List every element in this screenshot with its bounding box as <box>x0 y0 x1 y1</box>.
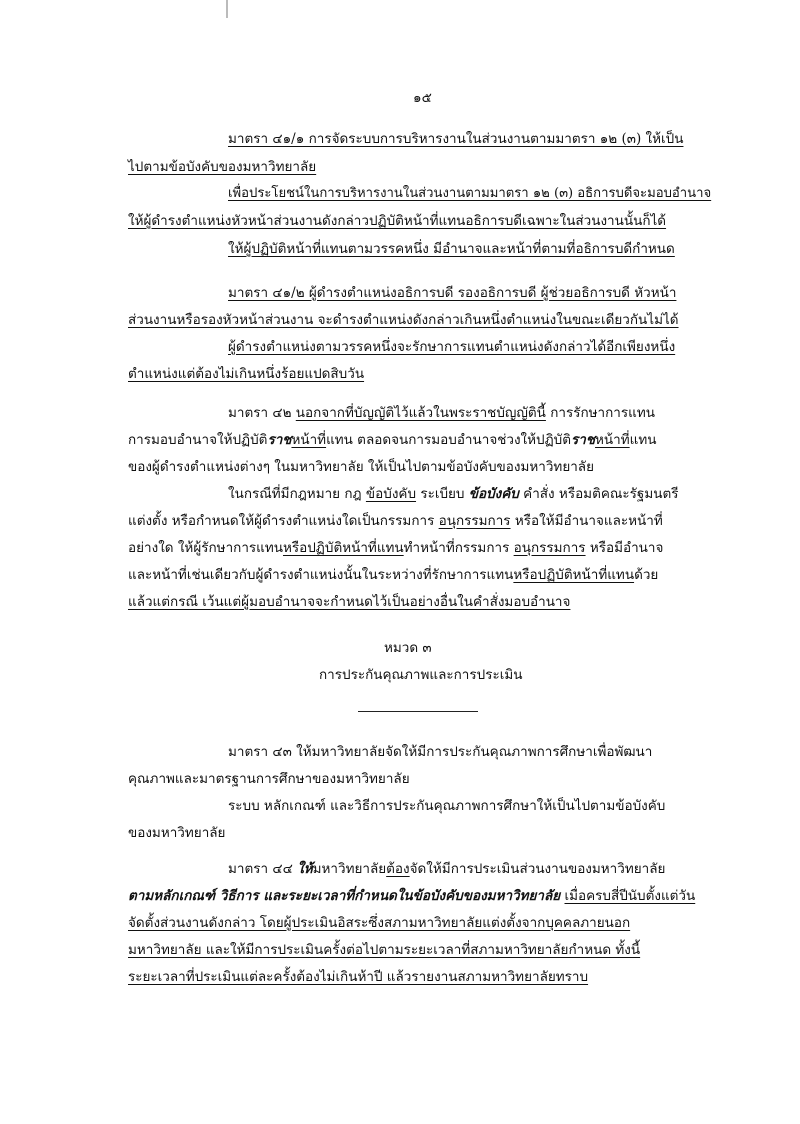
page-number: ๑๕ <box>413 90 432 106</box>
s44-line-2 <box>128 887 695 905</box>
s41-2-line-2: ส่วนงานหรือรองหัวหน้าส่วนงาน จะดำรงตำแหน่งดังกล่าวเกินหนึ่งตำแหน่งในขณะเดียวกันไม่ได้ <box>128 312 679 328</box>
s42-l6-e: หรือมีอำนาจ <box>585 540 664 556</box>
s42-l5-c: หรือให้มีอำนาจและหน้าที่ <box>510 513 663 529</box>
s44-l1-e: จัดให้มีการประเมินส่วนงานของมหาวิทยาลัย <box>409 861 666 877</box>
s42-l4-e: คำสั่ง หรือมติคณะรัฐมนตรี <box>518 486 679 502</box>
s41-2-line-4: ตำแหน่งแต่ต้องไม่เกินหนึ่งร้อยแปดสิบวัน <box>128 366 365 382</box>
s44-l1-c: มหาวิทยาลัย <box>312 861 387 877</box>
s44-line-1 <box>228 860 665 878</box>
s41-1-line-1: มาตรา ๔๑/๑ การจัดระบบการบริหารงานในส่วนงานตามมาตรา ๑๒ (๓) ให้เป็น <box>228 131 684 147</box>
s42-l7-a: และหน้าที่เช่นเดียวกับผู้ดำรงตำแหน่งนั้นในระหว่างที่รักษาการแทน <box>128 567 514 583</box>
s42-line-8: แล้วแต่กรณี เว้นแต่ผู้มอบอำนาจจะกำหนดไว้เป็นอย่างอื่นในคำสั่งมอบอำนาจ <box>128 594 571 610</box>
s42-l1-c: การรักษาการแทน <box>545 405 655 421</box>
s42-l2-d: แทน ตลอดจนการมอบอำนาจช่วงให้ปฏิบัติ <box>326 432 572 448</box>
s42-l7-b: หรือปฏิบัติหน้าที่แทน <box>513 567 635 583</box>
s42-l1-a: มาตรา ๔๒ <box>228 405 296 421</box>
s42-l6-c: ทำหน้าที่กรรมการ <box>403 540 514 556</box>
s44-line-5: ระยะเวลาที่ประเมินแต่ละครั้งต้องไม่เกินห้าปี แล้วรายงานสภามหาวิทยาลัยทราบ <box>128 969 589 985</box>
s41-1-line-3: เพื่อประโยชน์ในการบริหารงานในส่วนงานตามมาตรา ๑๒ (๓) อธิการบดีจะมอบอำนาจ <box>228 186 712 201</box>
s41-1-line-2: ไปตามข้อบังคับของมหาวิทยาลัย <box>128 159 317 175</box>
s42-l2-g: แทน <box>629 432 657 448</box>
s42-l4-c: ระเบียบ <box>416 486 469 502</box>
s44-line-3: จัดตั้งส่วนงานดังกล่าว โดยผู้ประเมินอิสระซึ่งสภามหาวิทยาลัยแต่งตั้งจากบุคคลภายนอก <box>128 915 631 931</box>
s42-line-1 <box>228 404 655 422</box>
s44-l1-a: มาตรา ๔๔ <box>228 861 298 877</box>
s42-l4-a: ในกรณีที่มีกฎหมาย กฎ <box>228 486 366 502</box>
s44-l2-c: เมื่อครบสี่ปีนับตั้งแต่วัน <box>564 888 696 904</box>
s44-l1-b: ให้ <box>297 861 313 877</box>
s43-line-1: มาตรา ๔๓ ให้มหาวิทยาลัยจัดให้มีการประกันคุณภาพการศึกษาเพื่อพัฒนา <box>228 744 653 760</box>
s42-l4-d: ข้อบังคับ <box>468 486 519 502</box>
s42-l2-e: ราช <box>571 432 596 448</box>
s42-line-6 <box>128 539 663 557</box>
s42-l6-b: หรือปฏิบัติหน้าที่แทน <box>282 540 404 556</box>
s42-l2-f: หน้าที่ <box>595 432 630 448</box>
s44-l1-d: ต้อง <box>386 861 410 877</box>
s42-line-3: ของผู้ดำรงตำแหน่งต่างๆ ในมหาวิทยาลัย ให้เป็นไปตามข้อบังคับของมหาวิทยาลัย <box>128 459 594 475</box>
s42-l2-c: หน้าที่ <box>291 432 327 448</box>
s41-1-line-4: ให้ผู้ดำรงตำแหน่งหัวหน้าส่วนงานดังกล่าวปฏิบัติหน้าที่แทนอธิการบดีเฉพาะในส่วนงานนั้นก็ได้ <box>128 213 667 229</box>
scan-mark <box>226 0 228 18</box>
s41-2-line-3: ผู้ดำรงตำแหน่งตามวรรคหนึ่งจะรักษาการแทนตำแหน่งดังกล่าวได้อีกเพียงหนึ่ง <box>228 339 676 355</box>
s42-l4-b: ข้อบังคับ <box>365 486 417 502</box>
s41-1-line-5: ให้ผู้ปฏิบัติหน้าที่แทนตามวรรคหนึ่ง มีอำนาจและหน้าที่ตามที่อธิการบดีกำหนด <box>228 241 675 257</box>
s42-line-5 <box>128 512 663 530</box>
chapter-number: หมวด ๓ <box>384 640 432 656</box>
s44-line-4: มหาวิทยาลัย และให้มีการประเมินครั้งต่อไปตามระยะเวลาที่สภามหาวิทยาลัยกำหนด ทั้งนี้ <box>128 942 641 958</box>
chapter-title: การประกันคุณภาพและการประเมิน <box>319 667 523 683</box>
s42-l2-a: การมอบอำนาจให้ปฏิบัติ <box>128 432 268 448</box>
s42-line-7 <box>128 566 658 584</box>
s41-2-line-1: มาตรา ๔๑/๒ ผู้ดำรงตำแหน่งอธิการบดี รองอธิการบดี ผู้ช่วยอธิการบดี หัวหน้า <box>228 285 677 301</box>
s42-l1-b: นอกจากที่บัญญัติไว้แล้วในพระราชบัญญัตินี้ <box>295 405 546 421</box>
s43-line-4: ของมหาวิทยาลัย <box>128 825 226 841</box>
s42-l5-b: อนุกรรมการ <box>438 513 511 529</box>
s43-line-3: ระบบ หลักเกณฑ์ และวิธีการประกันคุณภาพการศึกษาให้เป็นไปตามข้อบังคับ <box>228 798 666 814</box>
s42-l6-a: อย่างใด ให้ผู้รักษาการแทน <box>128 540 283 556</box>
s42-l6-d: อนุกรรมการ <box>513 540 586 556</box>
chapter-divider <box>358 711 478 712</box>
s42-line-2 <box>128 431 656 449</box>
s42-l5-a: แต่งตั้ง หรือกำหนดให้ผู้ดำรงตำแหน่งใดเป็นกรรมการ <box>128 513 439 529</box>
s42-l7-c: ด้วย <box>634 567 659 583</box>
s43-line-2: คุณภาพและมาตรฐานการศึกษาของมหาวิทยาลัย <box>128 771 410 787</box>
s42-line-4 <box>228 485 679 503</box>
s44-l2-a: ตามหลักเกณฑ์ วิธีการ และระยะเวลาที่กำหนดในข้อบังคับของมหาวิทยาลัย <box>128 888 561 904</box>
s42-l2-b: ราช <box>267 432 292 448</box>
